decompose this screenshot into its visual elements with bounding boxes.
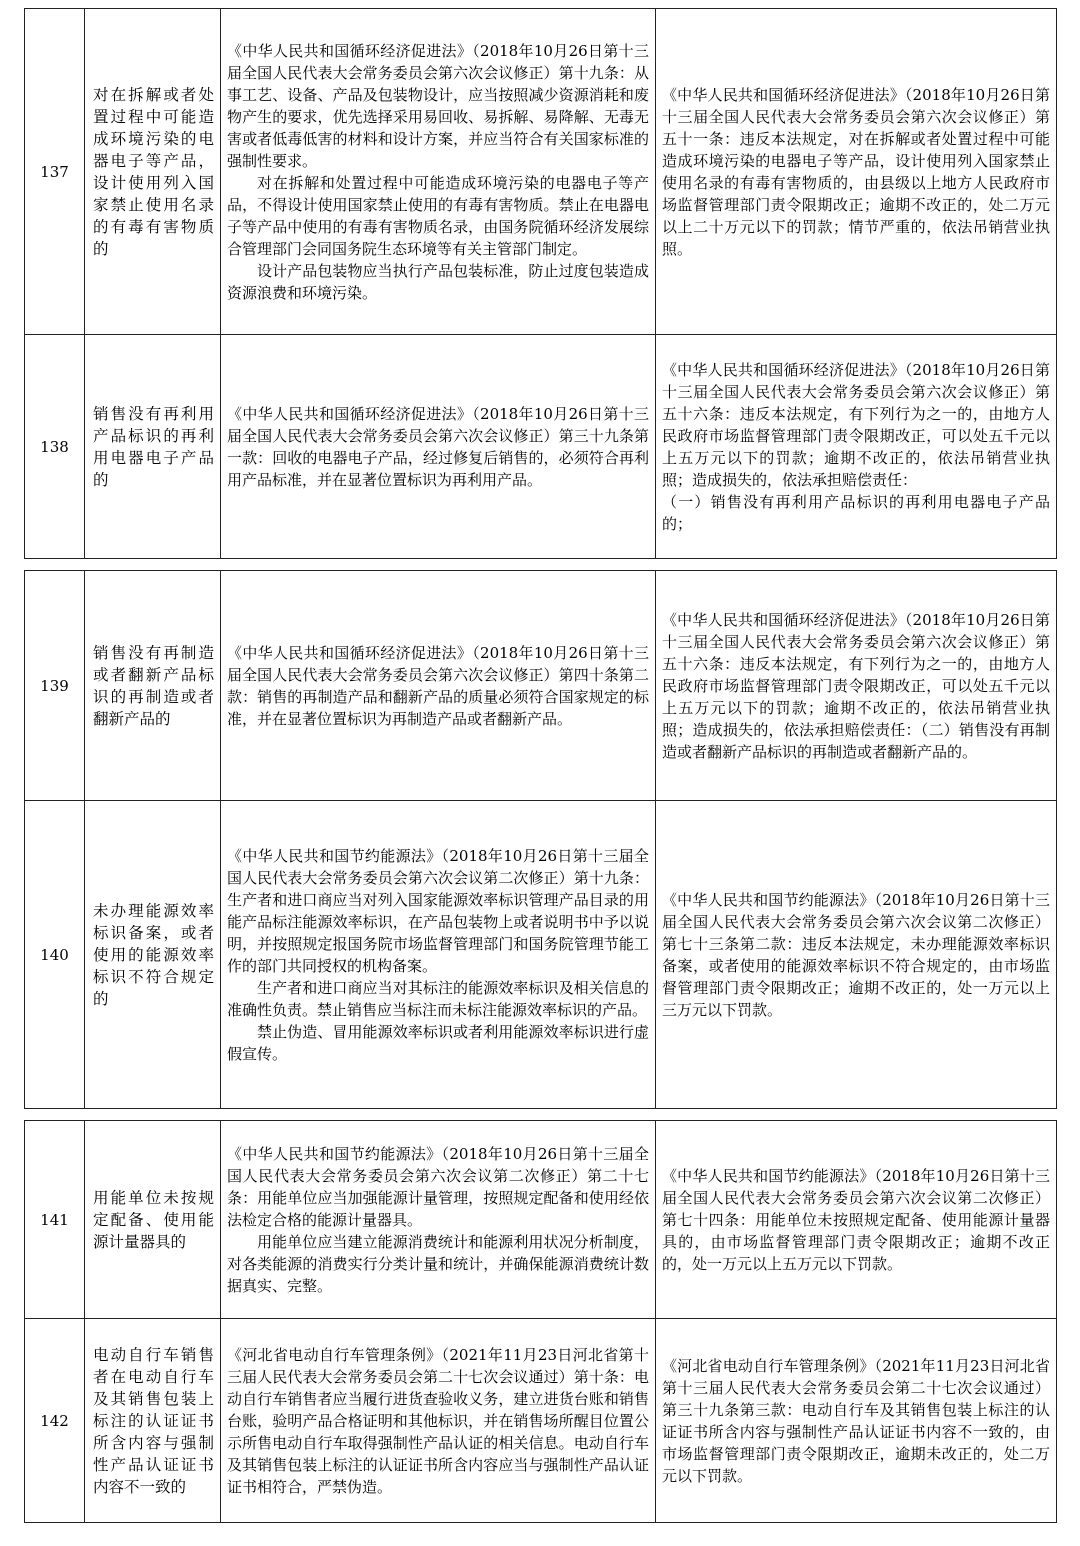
table-block-3 <box>24 1120 1056 1523</box>
violation-description: 电动自行车销售者在电动自行车及其销售包装上标注的认证证书所含内容与强制性产品认证证书内容不一致的 <box>85 1319 221 1523</box>
legal-basis-paragraph: 《河北省电动自行车管理条例》（2021年11月23日河北省第十三届人民代表大会常务委员会第二十七次会议通过）第十条：电动自行车销售者应当履行进货查验收义务，建立进货台账和销售台账，验明产品合格证明和其他标识，并在销售场所醒目位置公示所售电动自行车取得强制性产品认证的相关信息。电动自行车及其销售包装上标注的认证证书所含内容应当与强制性产品认证证书相符合，严禁伪造。 <box>227 1345 649 1496</box>
table-row <box>25 1319 1057 1523</box>
legal-basis-paragraph: 《中华人民共和国循环经济促进法》（2018年10月26日第十三届全国人民代表大会常务委员会第六次会议修正）第三十九条第一款：回收的电器电子产品，经过修复后销售的，必须符合再利用产品标准，并在显著位置标识为再利用产品。 <box>227 404 649 489</box>
table-row <box>25 9 1057 335</box>
penalty-paragraph: 《河北省电动自行车管理条例》（2021年11月23日河北省第十三届人民代表大会常务委员会第二十七次会议通过）第三十九条第三款：电动自行车及其销售包装上标注的认证证书所含内容与强制性产品认证证书内容不一致的，由市场监督管理部门责令限期改正，逾期未改正的，处二万元以下罚款。 <box>662 1356 1050 1485</box>
table-block-1 <box>24 8 1056 559</box>
regulation-table <box>24 1120 1057 1523</box>
violation-description: 销售没有再制造或者翻新产品标识的再制造或者翻新产品的 <box>85 571 221 801</box>
legal-basis-paragraph: 《中华人民共和国循环经济促进法》（2018年10月26日第十三届全国人民代表大会常务委员会第六次会议修正）第十九条：从事工艺、设备、产品及包装物设计，应当按照减少资源消耗和废物产生的要求，优先选择采用易回收、易拆解、易降解、无毒无害或者低毒低害的材料和设计方案，并应当符合有关国家标准的强制性要求。 <box>227 41 649 170</box>
legal-basis-paragraph: 设计产品包装物应当执行产品包装标准，防止过度包装造成资源浪费和环境污染。 <box>227 261 649 302</box>
legal-basis-paragraph: 《中华人民共和国循环经济促进法》（2018年10月26日第十三届全国人民代表大会常务委员会第六次会议修正）第四十条第二款：销售的再制造产品和翻新产品的质量必须符合国家规定的标准，并在显著位置标识为再制造产品或者翻新产品。 <box>227 643 649 728</box>
table-block-2 <box>24 570 1056 1109</box>
penalty-paragraph: 《中华人民共和国循环经济促进法》（2018年10月26日第十三届全国人民代表大会常务委员会第六次会议修正）第五十一条：违反本法规定，对在拆解或者处置过程中可能造成环境污染的电器电子等产品，设计使用列入国家禁止使用名录的有毒有害物质的，由县级以上地方人民政府市场监督管理部门责令限期改正；逾期不改正的，处二万元以上二十万元以下的罚款；情节严重的，依法吊销营业执照。 <box>662 85 1050 258</box>
penalty-basis <box>656 1319 1057 1523</box>
table-row <box>25 801 1057 1109</box>
penalty-paragraph: （一）销售没有再利用产品标识的再利用电器电子产品的； <box>662 492 1050 533</box>
table-row <box>25 1121 1057 1319</box>
violation-description: 用能单位未按规定配备、使用能源计量器具的 <box>85 1121 221 1319</box>
row-number: 141 <box>25 1121 85 1319</box>
row-number: 137 <box>25 9 85 335</box>
row-number: 139 <box>25 571 85 801</box>
row-number: 138 <box>25 335 85 559</box>
table-row <box>25 335 1057 559</box>
legal-basis <box>221 335 656 559</box>
legal-basis-paragraph: 禁止伪造、冒用能源效率标识或者利用能源效率标识进行虚假宣传。 <box>227 1022 649 1063</box>
penalty-basis <box>656 1121 1057 1319</box>
legal-basis-paragraph: 《中华人民共和国节约能源法》（2018年10月26日第十三届全国人民代表大会常务委员会第六次会议第二次修正）第二十七条：用能单位应当加强能源计量管理，按照规定配备和使用经依法检定合格的能源计量器具。 <box>227 1144 649 1229</box>
penalty-paragraph: 《中华人民共和国节约能源法》（2018年10月26日第十三届全国人民代表大会常务委员会第六次会议第二次修正）第七十四条：用能单位未按照规定配备、使用能源计量器具的，由市场监督管理部门责令限期改正；逾期不改正的，处一万元以上五万元以下罚款。 <box>662 1166 1050 1273</box>
row-number: 140 <box>25 801 85 1109</box>
legal-basis <box>221 801 656 1109</box>
regulation-table <box>24 570 1057 1109</box>
table-row <box>25 571 1057 801</box>
penalty-basis <box>656 571 1057 801</box>
legal-basis <box>221 9 656 335</box>
penalty-basis <box>656 335 1057 559</box>
legal-basis <box>221 1121 656 1319</box>
penalty-paragraph: 《中华人民共和国循环经济促进法》（2018年10月26日第十三届全国人民代表大会常务委员会第六次会议修正）第五十六条：违反本法规定，有下列行为之一的，由地方人民政府市场监督管理部门责令限期改正，可以处五千元以上五万元以下的罚款；逾期不改正的，依法吊销营业执照；造成损失的，依法承担赔偿责任： <box>662 360 1050 489</box>
legal-basis-paragraph: 《中华人民共和国节约能源法》（2018年10月26日第十三届全国人民代表大会常务委员会第六次会议第二次修正）第十九条：生产者和进口商应当对列入国家能源效率标识管理产品目录的用能产品标注能源效率标识，在产品包装物上或者说明书中予以说明，并按照规定报国务院市场监督管理部门和国务院管理节能工作的部门共同授权的机构备案。 <box>227 846 649 975</box>
legal-basis <box>221 571 656 801</box>
penalty-basis <box>656 9 1057 335</box>
violation-description: 销售没有再利用产品标识的再利用电器电子产品的 <box>85 335 221 559</box>
violation-description: 对在拆解或者处置过程中可能造成环境污染的电器电子等产品，设计使用列入国家禁止使用名录的有毒有害物质的 <box>85 9 221 335</box>
regulation-table <box>24 8 1057 559</box>
legal-basis-paragraph: 生产者和进口商应当对其标注的能源效率标识及相关信息的准确性负责。禁止销售应当标注而未标注能源效率标识的产品。 <box>227 978 649 1019</box>
legal-basis <box>221 1319 656 1523</box>
row-number: 142 <box>25 1319 85 1523</box>
legal-basis-paragraph: 用能单位应当建立能源消费统计和能源利用状况分析制度，对各类能源的消费实行分类计量和统计，并确保能源消费统计数据真实、完整。 <box>227 1232 649 1295</box>
penalty-paragraph: 《中华人民共和国循环经济促进法》（2018年10月26日第十三届全国人民代表大会常务委员会第六次会议修正）第五十六条：违反本法规定，有下列行为之一的，由地方人民政府市场监督管理部门责令限期改正，可以处五千元以上五万元以下的罚款；逾期不改正的，依法吊销营业执照；造成损失的，依法承担赔偿责任：（二）销售没有再制造或者翻新产品标识的再制造或者翻新产品的。 <box>662 610 1050 761</box>
penalty-paragraph: 《中华人民共和国节约能源法》（2018年10月26日第十三届全国人民代表大会常务委员会第六次会议第二次修正）第七十三条第二款：违反本法规定，未办理能源效率标识备案，或者使用的能源效率标识不符合规定的，由市场监督管理部门责令限期改正；逾期不改正的，处一万元以上三万元以下罚款。 <box>662 890 1050 1019</box>
violation-description: 未办理能源效率标识备案，或者使用的能源效率标识不符合规定的 <box>85 801 221 1109</box>
legal-basis-paragraph: 对在拆解和处置过程中可能造成环境污染的电器电子等产品，不得设计使用国家禁止使用的有毒有害物质。禁止在电器电子等产品中使用的有毒有害物质名录，由国务院循环经济发展综合管理部门会同国务院生态环境等有关主管部门制定。 <box>227 173 649 258</box>
penalty-basis <box>656 801 1057 1109</box>
